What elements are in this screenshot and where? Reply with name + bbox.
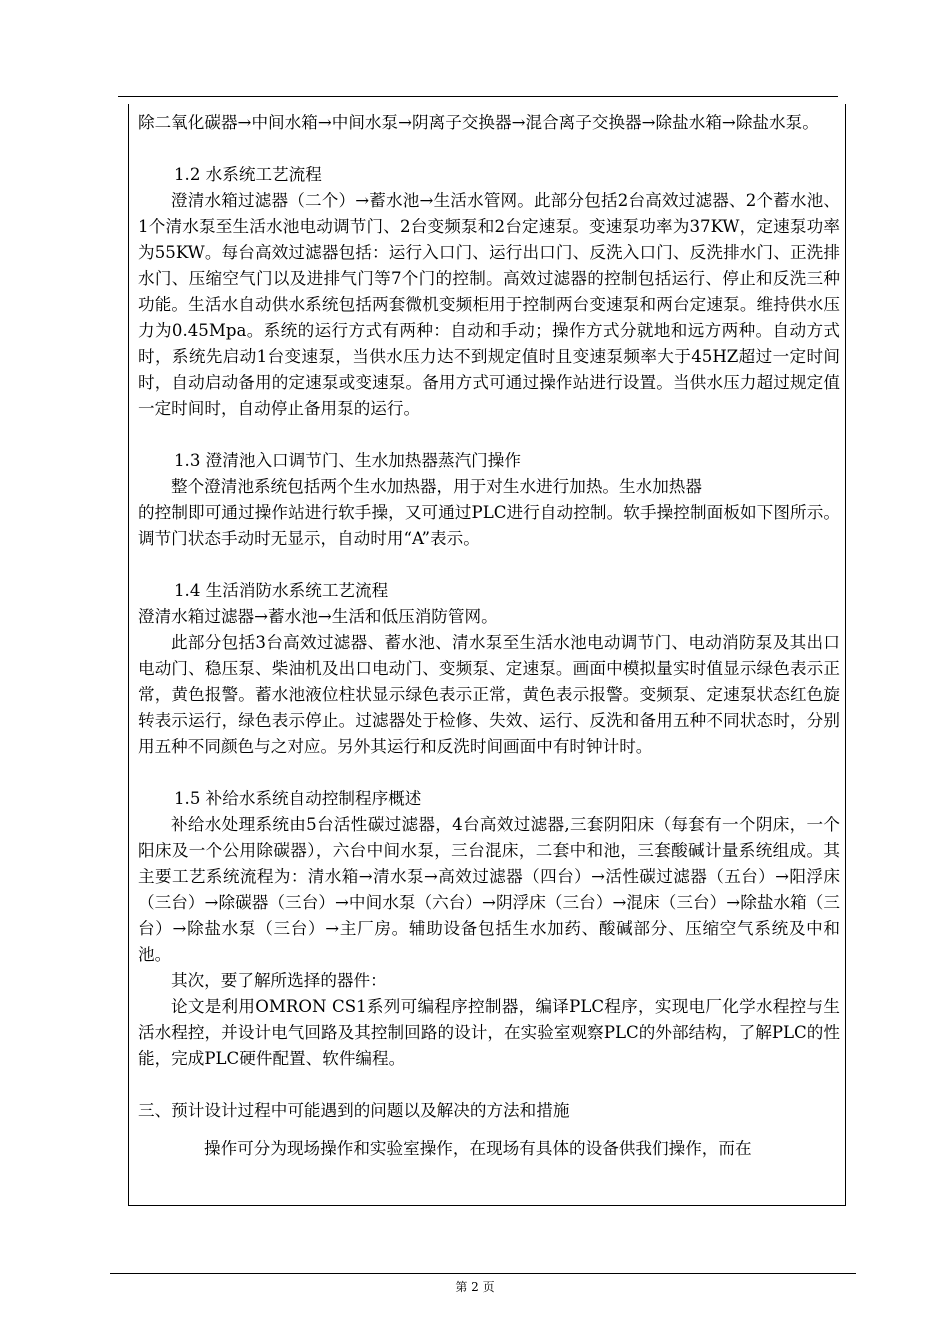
paragraph-clarifier-b: 的控制即可通过操作站进行软手操，又可通过PLC进行自动控制。软手操控制面板如下图所示。调节门状态手动时无显示，自动时用“A”表示。 <box>138 503 840 548</box>
paragraph-fire-water-detail: 此部分包括3台高效过滤器、蓄水池、清水泵至生活水池电动调节门、电动消防泵及其出口电动门、稳压泵、柴油机及出口电动门、变频泵、定速泵。画面中模拟量实时值显示绿色表示正常，黄色报警。蓄水池液位柱状显示绿色表示正常，黄色表示报警。变频泵、定速泵状态红色旋转表示运行，绿色表示停止。过滤器处于检修、失效、运行、反洗和备用五种不同状态时，分别用五种不同颜色与之对应。另外其运行和反洗时间画面中有时钟计时。 <box>138 633 840 756</box>
paragraph-clarifier-a: 整个澄清池系统包括两个生水加热器，用于对生水进行加热。生水加热器 <box>171 477 702 496</box>
paragraph-operation: 操作可分为现场操作和实验室操作，在现场有具体的设备供我们操作，而在 <box>204 1139 752 1158</box>
page-number: 第 2 页 <box>455 1280 495 1294</box>
document-body <box>138 110 840 1162</box>
paragraph-fire-water-flow: 澄清水箱过滤器→蓄水池→生活和低压消防管网。 <box>138 607 498 626</box>
paragraph-makeup-water: 补给水处理系统由5台活性碳过滤器，4台高效过滤器,三套阴阳床（每套有一个阴床，一个阳床及一个公用除碳器），六台中间水泵，三台混床，二套中和池，三套酸碱计量系统组成。其主要工艺系统流程为：清水箱→清水泵→高效过滤器（四台）→活性碳过滤器（五台）→阳浮床（三台）→除碳器（三台）→中间水泵（六台）→阴浮床（三台）→混床（三台）→除盐水箱（三台）→除盐水泵（三台）→主厂房。辅助设备包括生水加药、酸碱部分、压缩空气系统及中和池。 <box>138 815 840 964</box>
footer-rule <box>110 1273 856 1274</box>
section-heading-1-2: 1.2 水系统工艺流程 <box>174 165 322 184</box>
section-heading-1-5: 1.5 补给水系统自动控制程序概述 <box>174 789 422 808</box>
section-heading-1-3: 1.3 澄清池入口调节门、生水加热器蒸汽门操作 <box>174 451 521 470</box>
paragraph-components-intro: 其次，要了解所选择的器件： <box>171 971 387 990</box>
header-rule <box>118 96 838 97</box>
paragraph-flow-continuation: 除二氧化碳器→中间水箱→中间水泵→阴离子交换器→混合离子交换器→除盐水箱→除盐水泵。 <box>138 113 819 132</box>
section-heading-1-4: 1.4 生活消防水系统工艺流程 <box>174 581 389 600</box>
paragraph-water-system: 澄清水箱过滤器（二个）→蓄水池→生活水管网。此部分包括2台高效过滤器、2个蓄水池、1个清水泵至生活水池电动调节门、2台变频泵和2台定速泵。变速泵功率为37KW，定速泵功率为55KW。每台高效过滤器包括：运行入口门、运行出口门、反洗入口门、反洗排水门、正洗排水门、压缩空气门以及进排气门等7个门的控制。高效过滤器的控制包括运行、停止和反洗三种功能。生活水自动供水系统包括两套微机变频柜用于控制两台变速泵和两台定速泵。维持供水压力为0.45Mpa。系统的运行方式有两种：自动和手动；操作方式分就地和远方两种。自动方式时，系统先启动1台变速泵，当供水压力达不到规定值时且变速泵频率大于45HZ超过一定时间时，自动启动备用的定速泵或变速泵。备用方式可通过操作站进行设置。当供水压力超过规定值一定时间时，自动停止备用泵的运行。 <box>138 191 840 418</box>
section-heading-3: 三、预计设计过程中可能遇到的问题以及解决的方法和措施 <box>138 1101 570 1120</box>
paragraph-thesis: 论文是利用OMRON CS1系列可编程序控制器，编译PLC程序，实现电厂化学水程控与生活水程控，并设计电气回路及其控制回路的设计，在实验室观察PLC的外部结构，了解PLC的性能，完成PLC硬件配置、软件编程。 <box>138 997 840 1068</box>
